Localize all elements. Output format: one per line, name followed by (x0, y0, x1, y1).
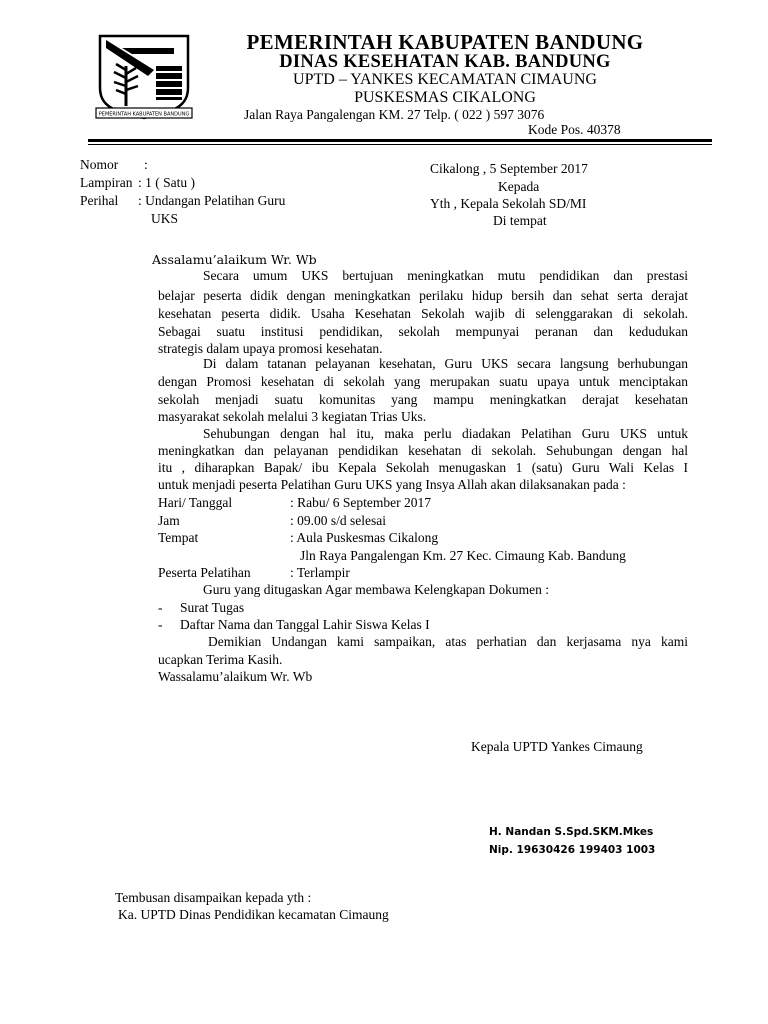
paragraph-1-line: Secara umum UKS bertujuan meningkatkan mutu pendidikan dan prestasi (203, 268, 688, 283)
signatory-nip: Nip. 19630426 199403 1003 (489, 844, 656, 856)
paragraph-1-line: Sebagai suatu institusi pendidikan, sekolah mempunyai peranan dan kedudukan (158, 324, 688, 339)
logo-banner-text: PEMERINTAH KABUPATEN BANDUNG (98, 111, 190, 118)
paragraph-1-line: kesehatan peserta didik. Usaha Kesehatan Sekolah wajib di selenggarakan di sekolah. (158, 306, 688, 321)
detail-label: Tempat (158, 530, 199, 545)
paragraph-2-line: masyarakat sekolah melalui 3 kegiatan Trias Uks. (158, 409, 427, 424)
documents-intro: Guru yang ditugaskan Agar membawa Kelengkapan Dokumen : (203, 582, 550, 597)
paragraph-3-line: itu , diharapkan Bapak/ ibu Kepala Sekolah menugaskan 1 (satu) Guru Wali Kelas I (158, 460, 688, 475)
document-item: Surat Tugas (180, 600, 245, 615)
paragraph-3-line: Sehubungan dengan hal itu, maka perlu diadakan Pelatihan Guru UKS untuk (203, 426, 688, 441)
letterhead-title-3: UPTD – YANKES KECAMATAN CIMAUNG (293, 71, 597, 88)
paragraph-3-line: meningkatkan dan pelayanan pendidikan kesehatan di sekolah. Sehubungan dengan hal (158, 443, 688, 458)
signatory-name: H. Nandan S.Spd.SKM.Mkes (489, 826, 654, 838)
paragraph-2-line: sekolah menjadi suatu komunitas yang mampu meningkatkan derajat kesehatan (158, 392, 688, 407)
detail-label: Peserta Pelatihan (158, 565, 251, 580)
paragraph-3-line: untuk menjadi peserta Pelatihan Guru UKS yang Insya Allah akan dilaksanakan pada : (158, 477, 626, 492)
letter-date: Cikalong , 5 September 2017 (430, 161, 588, 176)
recipient-name: Yth , Kepala Sekolah SD/MI (430, 196, 587, 211)
detail-value: : Rabu/ 6 September 2017 (290, 495, 431, 510)
cc-item: Ka. UPTD Dinas Pendidikan kecamatan Cimaung (118, 907, 389, 922)
signatory-title: Kepala UPTD Yankes Cimaung (471, 739, 643, 754)
letterhead-address: Jalan Raya Pangalengan KM. 27 Telp. ( 022 ) 597 3076 (244, 107, 545, 122)
detail-value: : 09.00 s/d selesai (290, 513, 386, 528)
detail-value: : Terlampir (290, 565, 350, 580)
nomor-label: Nomor (80, 157, 119, 172)
farewell: Wassalamu’alaikum Wr. Wb (158, 669, 313, 684)
closing-line: ucapkan Terima Kasih. (158, 652, 283, 667)
header-rule-thick (88, 139, 712, 142)
letterhead-title-2: DINAS KESEHATAN KAB. BANDUNG (279, 52, 611, 72)
perihal-value: : Undangan Pelatihan Guru (138, 193, 286, 208)
detail-label: Hari/ Tanggal (158, 495, 233, 510)
perihal-value-2: UKS (151, 211, 179, 226)
perihal-label: Perihal (80, 193, 119, 208)
lampiran-label: Lampiran (80, 175, 133, 190)
letterhead-title-1: PEMERINTAH KABUPATEN BANDUNG (246, 30, 644, 54)
letterhead-postcode: Kode Pos. 40378 (528, 122, 621, 137)
lampiran-value: : 1 ( Satu ) (138, 175, 195, 190)
bullet-dash: - (158, 617, 163, 632)
recipient-place: Di tempat (493, 213, 547, 228)
paragraph-2-line: Di dalam tatanan pelayanan kesehatan, Guru UKS secara langsung berhubungan (203, 356, 688, 371)
greeting: Assalamu’alaikum Wr. Wb (152, 252, 317, 267)
paragraph-1-line: belajar peserta didik dengan meningkatkan perilaku hidup bersih dan sehat serta derajat (158, 288, 688, 303)
detail-value: Jln Raya Pangalengan Km. 27 Kec. Cimaung Kab. Bandung (300, 548, 626, 563)
closing-line: Demikian Undangan kami sampaikan, atas perhatian dan kerjasama nya kami (208, 634, 688, 649)
kepada-label: Kepada (498, 179, 540, 194)
cc-intro: Tembusan disampaikan kepada yth : (115, 890, 312, 905)
detail-value: : Aula Puskesmas Cikalong (290, 530, 439, 545)
detail-label: Jam (158, 513, 180, 528)
nomor-value: : (144, 157, 148, 172)
header-rule-thin (88, 144, 712, 145)
paragraph-2-line: dengan Promosi kesehatan di sekolah yang merupakan suatu upaya untuk menciptakan (158, 374, 688, 389)
bullet-dash: - (158, 600, 163, 615)
letterhead-title-4: PUSKESMAS CIKALONG (354, 89, 536, 106)
paragraph-1-line: strategis dalam upaya promosi kesehatan. (158, 341, 383, 356)
document-item: Daftar Nama dan Tanggal Lahir Siswa Kelas I (180, 617, 430, 632)
